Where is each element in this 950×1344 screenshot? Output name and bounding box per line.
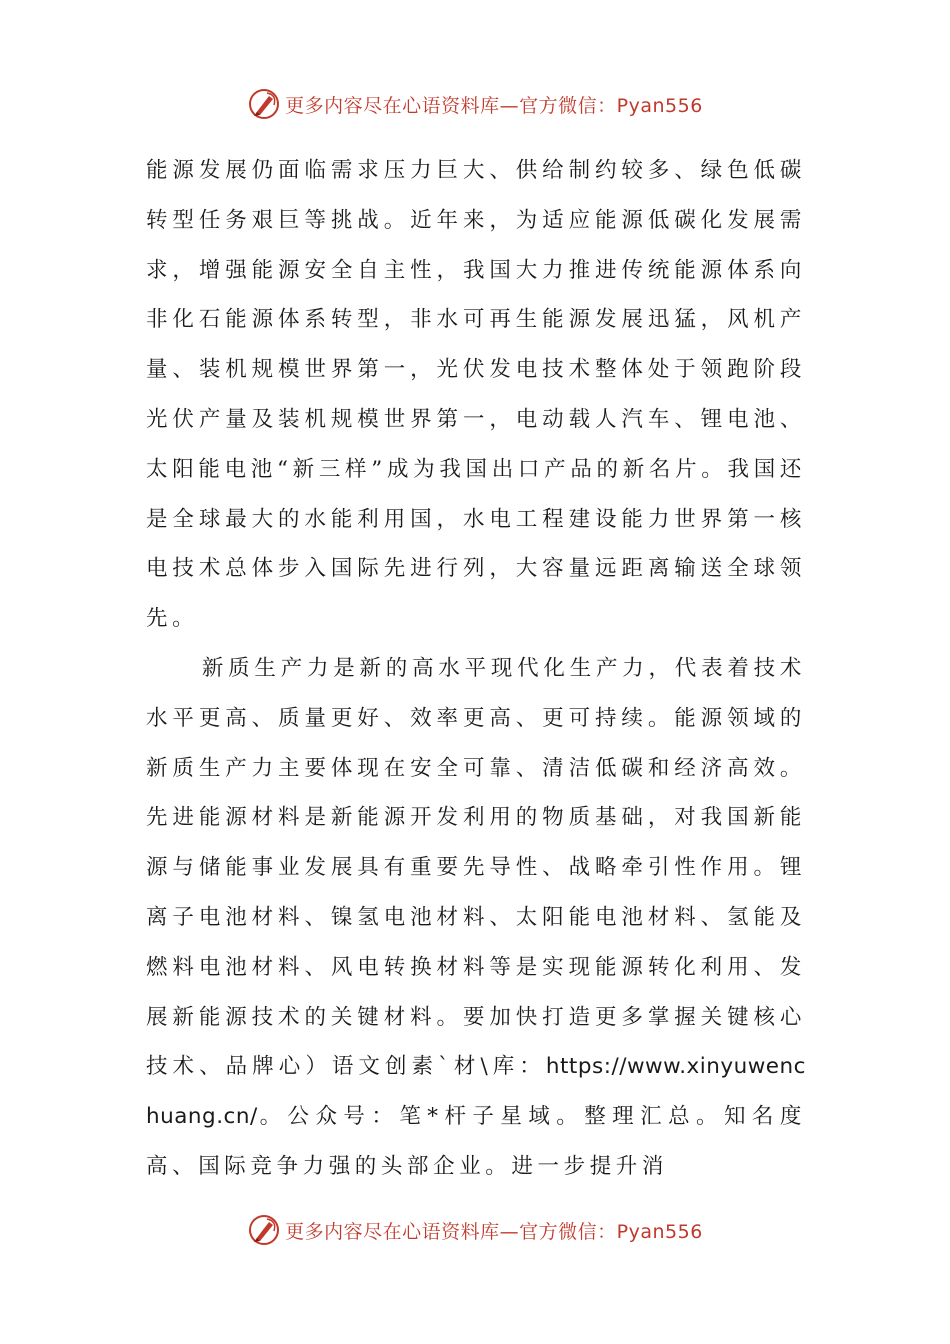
fountain-pen-logo-icon [247, 1213, 281, 1247]
fountain-pen-logo-icon [247, 87, 281, 121]
footer-watermark-banner [0, 1208, 950, 1252]
header-watermark-banner [0, 82, 950, 126]
website-url: https://www.xinyuwenchuang.cn/ [146, 1054, 806, 1130]
paragraph-text-part-2: 。公众号：笔*杆子星域。整理汇总。知名度高、国际竞争力强的头部企业。进一步提升消 [146, 1104, 806, 1179]
paragraph-text-part-1: 新质生产力是新的高水平现代化生产力，代表着技术水平更高、质量更好、效率更高、更可持续。能源领域的新质生产力主要体现在安全可靠、清洁低碳和经济高效。先进能源材料是新能源开发利用的物质基础，对我国新能源与储能事业发展具有重要先导性、战略牵引性作用。锂离子电池材料、镍氢电池材料、太阳能电池材料、氢能及燃料电池材料、风电转换材料等是实现能源转化利用、发展新能源技术的关键材料。要加快打造更多掌握关键核心技术、品牌心）语文创素`材\库： [146, 655, 806, 1080]
paragraph-new-productive-forces [146, 644, 806, 1192]
paragraph-energy-challenges: 能源发展仍面临需求压力巨大、供给制约较多、绿色低碳转型任务艰巨等挑战。近年来，为适应能源低碳化发展需求，增强能源安全自主性，我国大力推进传统能源体系向非化石能源体系转型，非水可再生能源发展迅猛，风机产量、装机规模世界第一，光伏发电技术整体处于领跑阶段光伏产量及装机规模世界第一，电动载人汽车、锂电池、太阳能电池“新三样”成为我国出口产品的新名片。我国还是全球最大的水能利用国，水电工程建设能力世界第一核电技术总体步入国际先进行列，大容量远距离输送全球领先。 [146, 158, 806, 632]
document-body [146, 146, 806, 1192]
header-banner-text: 更多内容尽在心语资料库—官方微信：Pyan556 [285, 94, 703, 117]
footer-banner-text: 更多内容尽在心语资料库—官方微信：Pyan556 [285, 1220, 703, 1243]
